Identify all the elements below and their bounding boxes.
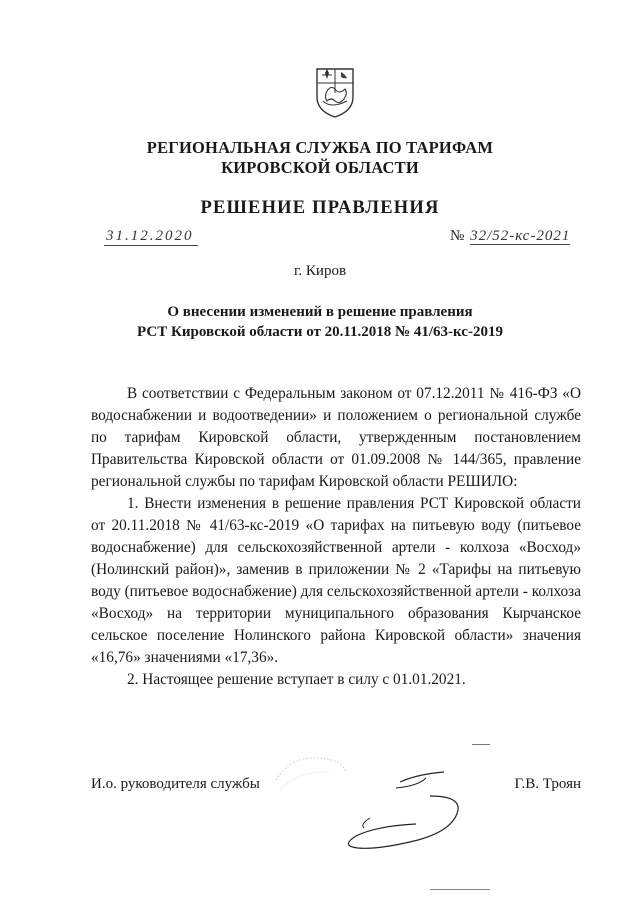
city: г. Киров: [293, 263, 347, 279]
signature-icon: [330, 758, 480, 868]
decision-number: [450, 228, 570, 245]
decorative-dash: [472, 744, 490, 745]
body-paragraph-preamble: В соответствии с Федеральным законом от 07.12.2011 № 416-ФЗ «О водоснабжении и водоотведении» и положением о региональной службе по тарифам Кировской области, утвержденным постановлением Правительства Кировской области от 01.09.2008 № 144/365, правление региональной службы по тарифам Кировской области РЕШИЛО:: [91, 385, 581, 490]
body-paragraph-item-2: 2. Настоящее решение вступает в силу с 01.01.2021.: [127, 671, 466, 688]
signatory-title: И.о. руководителя службы: [91, 776, 260, 792]
organization-line-2: КИРОВСКОЙ ОБЛАСТИ: [221, 158, 419, 177]
decision-body: [91, 383, 581, 691]
number-value: 32/52-кс-2021: [470, 228, 571, 244]
decision-date: 31.12.2020: [104, 228, 198, 246]
subject-line-2: РСТ Кировской области от 20.11.2018 № 41/63-кс-2019: [137, 324, 503, 340]
organization-name: [0, 138, 640, 178]
body-paragraph-item-1: 1. Внести изменения в решение правления РСТ Кировской области от 20.11.2018 № 41/63-кс-2019 «О тарифах на питьевую воду (питьевое водоснабжение) для сельскохозяйственной артели - колхоза «Восход» (Нолинский район)», заменив в приложении № 2 «Тарифы на питьевую воду (питьевое водоснабжение) для сельскохозяйственной артели - колхоза «Восход» на территории муниципального образования Кырчанское сельское поселение Нолинского района Кировской области» значения «16,76» значениями «17,36».: [91, 495, 581, 666]
number-sign: №: [450, 228, 465, 244]
decision-subject: [0, 302, 640, 342]
organization-line-1: РЕГИОНАЛЬНАЯ СЛУЖБА ПО ТАРИФАМ: [146, 138, 494, 157]
coat-of-arms-icon: [313, 63, 357, 119]
subject-line-1: О внесении изменений в решение правления: [167, 304, 473, 320]
decorative-dash: [430, 889, 490, 890]
decision-title: РЕШЕНИЕ ПРАВЛЕНИЯ: [200, 198, 440, 218]
signatory-name: Г.В. Троян: [514, 776, 581, 792]
